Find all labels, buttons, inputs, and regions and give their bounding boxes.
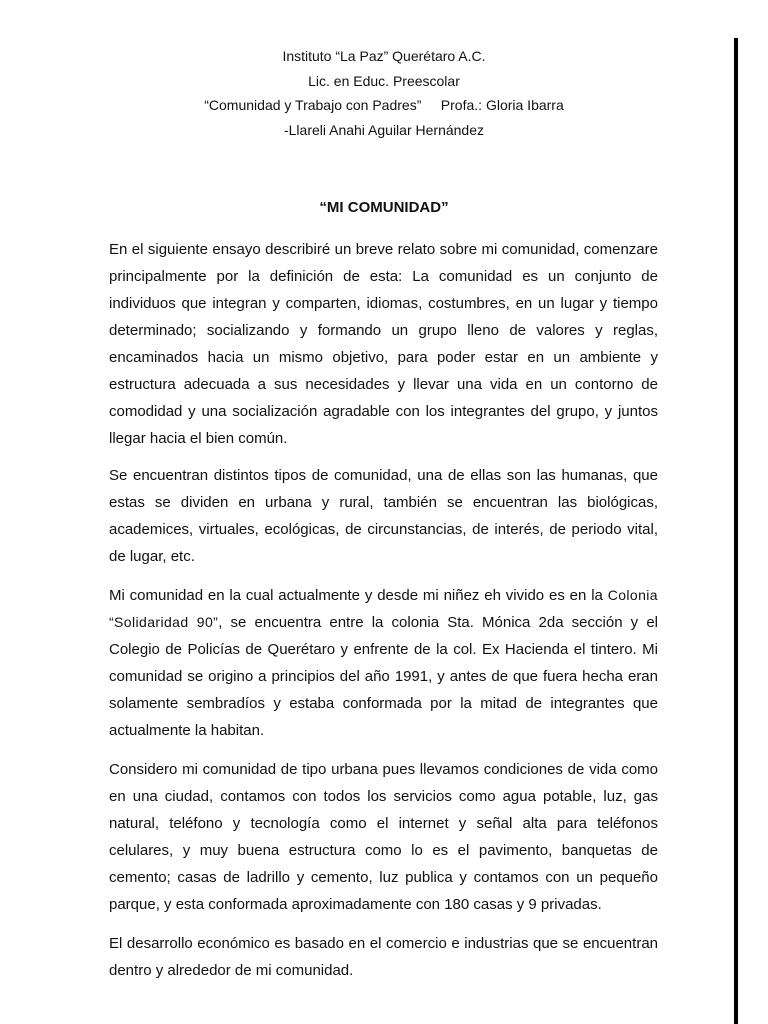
degree-line: Lic. en Educ. Preescolar [308, 72, 460, 89]
course-line: “Comunidad y Trabajo con Padres” Profa.: Gloria Ibarra [204, 97, 564, 113]
paragraph-2: Se encuentran distintos tipos de comunidad, una de ellas son las humanas, que estas se dividen en urbana y rural, también se encuentran las biológicas, academices, virtuales, ecológicas, de circunstancias, de interés, de periodo vital, de lugar, etc. [109, 467, 658, 565]
paragraph-4: Considero mi comunidad de tipo urbana pues llevamos condiciones de vida como en una ciudad, contamos con todos los servicios como agua potable, luz, gas natural, teléfono y tecnología como el internet y señal alta para teléfonos celulares, y muy buena estructura como lo es el pavimento, banquetas de cemento; casas de ladrillo y cemento, luz publica y contamos con un pequeño parque, y esta conformada aproximadamente con 180 casas y 9 privadas. [109, 761, 658, 913]
colonia-name: Colonia “Solidaridad 90” [109, 587, 658, 630]
paragraph-5: El desarrollo económico es basado en el comercio e industrias que se encuentran dentro y alrededor de mi comunidad. [109, 935, 658, 979]
paragraph-3-rest: , se encuentra entre la colonia Sta. Mónica 2da sección y el Colegio de Policías de Querétaro y enfrente de la col. Ex Hacienda el tintero. Mi comunidad se origino a principios del año 1991, y antes de que fuera hecha eran solamente sembradíos y estaba conformada por la mitad de integrantes que actualmente la habitan. [109, 614, 658, 739]
page-edge-line [734, 38, 738, 1024]
paragraph-3-start: Mi comunidad en la cual actualmente y desde mi niñez eh vivido es en la [109, 587, 608, 604]
institution-line: Instituto “La Paz” Querétaro A.C. [282, 48, 486, 64]
essay-title: “MI COMUNIDAD” [319, 199, 449, 216]
paragraph-1: En el siguiente ensayo describiré un breve relato sobre mi comunidad, comenzare principalmente por la definición de esta: La comunidad es un conjunto de individuos que integran y comparten, idiomas, costumbres, en un lugar y tiempo determinado; socializando y formando un grupo lleno de valores y reglas, encaminados hacia un mismo objetivo, para poder estar en un ambiente y estructura adecuada a sus necesidades y llevar una vida en un contorno de comodidad y una socialización agradable con los integrantes del grupo, y juntos llegar hacia el bien común. [109, 241, 658, 447]
essay-body [109, 236, 658, 996]
paragraph-3 [109, 582, 658, 744]
author-line: -Llareli Anahi Aguilar Hernández [283, 121, 484, 138]
document-header [0, 44, 768, 142]
